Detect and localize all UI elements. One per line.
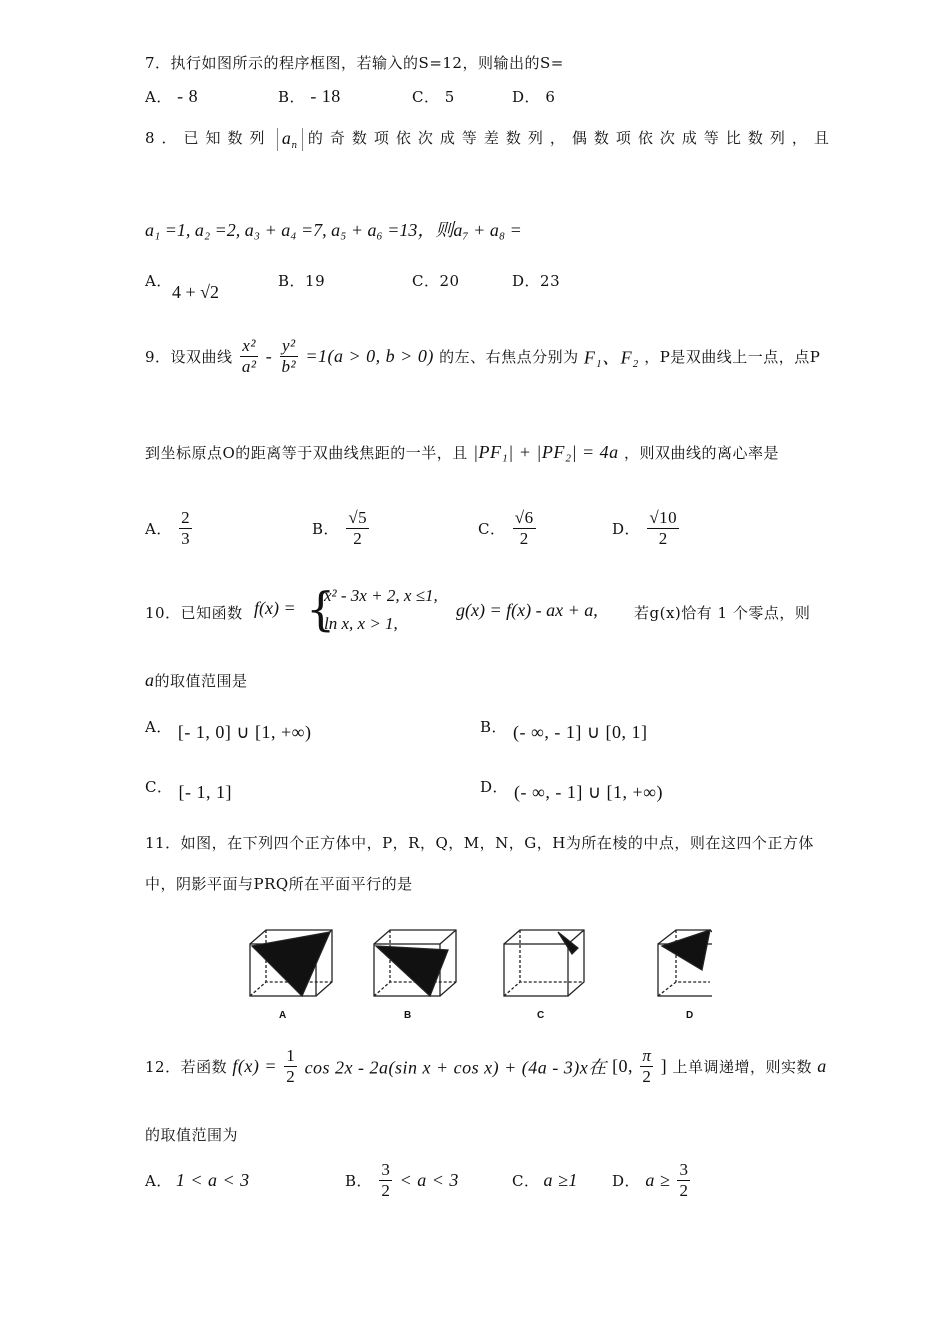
q10-option-d-label: D． xyxy=(480,778,509,796)
q8-seq-subscript: n xyxy=(291,140,298,151)
q9-option-d-label: D． xyxy=(612,520,641,538)
q10-option-b xyxy=(480,716,648,742)
q9-line2-a: 到坐标原点O的距离等于双曲线焦距的一半，且 xyxy=(145,444,468,462)
q12-interval-close: ] xyxy=(660,1056,668,1076)
q9-x-fraction: $\frac{\text{x²}}{\text{a²}}$ xyxy=(241,336,257,376)
q9-option-c-fraction: $\frac{√6}{2}$ xyxy=(514,508,534,548)
q12-option-b-value: < a < 3 xyxy=(399,1170,459,1190)
q12-line1 xyxy=(145,1046,827,1087)
q8-condition: a₁ =1, a₂ =2, a₃ + a₄ =7, a₅ + a₆ =13，则a₇ + a₈ = xyxy=(145,220,522,240)
q8-option-b-value: 19 xyxy=(305,272,326,290)
q8-option-d-label: D． xyxy=(512,272,541,290)
q10-stem-a: 10．已知函数 xyxy=(145,604,243,622)
q12-option-a xyxy=(145,1170,250,1191)
q8-stem xyxy=(145,127,836,151)
q12-option-d-fraction: $\frac{3}{2}$ xyxy=(679,1160,689,1200)
q9-option-a-label: A． xyxy=(145,520,172,538)
q10-option-a-value: [- 1, 0] ∪ [1, +∞) xyxy=(177,722,312,742)
q9-equation-rest: =1(a > 0, b > 0) xyxy=(305,346,434,366)
q11-caption-d: D xyxy=(686,1010,694,1021)
q11-cube-figures xyxy=(232,920,712,1024)
q12-line2: 的取值范围为 xyxy=(145,1126,239,1144)
q12-option-d-value: a ≥ xyxy=(645,1170,671,1190)
q10-case2: ln x, x > 1, xyxy=(324,614,398,633)
q10-option-c xyxy=(145,776,232,802)
q12-option-a-value: 1 < a < 3 xyxy=(175,1170,250,1190)
q9-line1: 9．设双曲线 $\frac{\text{x²}}{\text{a²}}$ - $\frac{\text{y²}}{\text{b²}}$ =1(a > 0, b > 0) 的左、右焦点分别为 F₁、F₂ ，P是双曲线上一点，点P xyxy=(145,336,821,376)
q8-option-c-value: 20 xyxy=(439,272,460,290)
q7-option-a-value: - 8 xyxy=(177,86,199,106)
q10-f-lhs: f(x) = xyxy=(254,598,296,618)
q12-f-rhs: cos 2x - 2a(sin x + cos x) + (4a - 3)x在 xyxy=(304,1057,607,1078)
q12-pi-fraction: $\frac{\pi}{2}$ xyxy=(642,1046,652,1086)
q10-piecewise-brace: { xyxy=(306,582,336,636)
q7-option-d-value: 6 xyxy=(545,88,556,106)
q8-option-a-label: A． xyxy=(145,272,172,290)
q7-option-d xyxy=(512,86,555,107)
q12-option-c-label: C． xyxy=(512,1172,540,1190)
q11-cube-d xyxy=(658,930,712,996)
q12-option-c xyxy=(512,1170,578,1191)
q12-interval-open: [0, xyxy=(612,1056,634,1076)
q7-option-b-value: - 18 xyxy=(310,86,341,106)
q12-option-b-label: B． xyxy=(345,1172,373,1190)
q8-stem-a: 8．已知数列 xyxy=(145,129,272,147)
q11-caption-b: B xyxy=(404,1010,412,1021)
q12-option-d-label: D． xyxy=(612,1172,641,1190)
q10-option-d xyxy=(480,776,663,802)
q10-line2-text: 的取值范围是 xyxy=(154,672,248,690)
q10-option-a-label: A． xyxy=(145,718,172,736)
q9-option-b-fraction: $\frac{√5}{2}$ xyxy=(348,508,368,548)
q8-option-b-label: B． xyxy=(278,272,306,290)
q12-option-b xyxy=(345,1160,459,1201)
q9-option-a xyxy=(145,508,194,549)
q9-option-b xyxy=(312,508,371,549)
q12-stem-a: 12．若函数 xyxy=(145,1058,228,1076)
q9-option-c xyxy=(478,508,538,549)
q9-stem-a: 9．设双曲线 xyxy=(145,348,233,366)
q7-option-b xyxy=(278,86,341,107)
q9-line2 xyxy=(145,442,779,463)
q7-option-c xyxy=(412,86,455,107)
q12-var: a xyxy=(817,1056,827,1076)
q11-cube-a xyxy=(250,930,332,996)
q12-option-c-value: a ≥1 xyxy=(543,1170,578,1190)
q8-stem-b: 的奇数项依次成等差数列，偶数项依次成等比数列，且 xyxy=(307,129,836,147)
q10-option-b-value: (- ∞, - 1] ∪ [0, 1] xyxy=(513,722,648,742)
q12-f-lhs: f(x) = xyxy=(232,1056,277,1076)
q10-line2 xyxy=(145,670,248,691)
q11-caption-a: A xyxy=(279,1010,287,1021)
q12-stem-b: 上单调递增，则实数 xyxy=(672,1058,812,1076)
q10-stem-b: 若g(x)恰有 1 个零点，则 xyxy=(634,604,811,622)
q11-line2: 中，阴影平面与PRQ所在平面平行的是 xyxy=(145,875,413,893)
q7-option-b-label: B． xyxy=(278,88,306,106)
q10-option-a xyxy=(145,716,312,742)
q9-y-fraction: $\frac{\text{y²}}{\text{b²}}$ xyxy=(281,336,297,376)
q8-option-d-value: 23 xyxy=(540,272,561,290)
q10-option-c-value: [- 1, 1] xyxy=(178,782,232,802)
q10-g-def: g(x) = f(x) - ax + a, xyxy=(456,600,598,620)
q7-option-a xyxy=(145,86,198,107)
q9-stem-b: 的左、右焦点分别为 xyxy=(439,348,579,366)
q10-line2-var: a xyxy=(145,670,155,690)
q9-option-d xyxy=(612,508,681,549)
q9-line2-b: ，则双曲线的离心率是 xyxy=(623,444,779,462)
q9-line2-equation: |PF₁| + |PF₂| = 4a xyxy=(473,442,619,462)
q8-option-c-label: C． xyxy=(412,272,440,290)
q7-option-d-label: D． xyxy=(512,88,541,106)
q11-cube-c xyxy=(504,930,584,996)
q8-option-d xyxy=(512,270,560,291)
q8-sequence xyxy=(277,128,303,151)
q9-option-c-label: C． xyxy=(478,520,506,538)
q11-caption-c: C xyxy=(537,1010,545,1021)
q10-option-b-label: B． xyxy=(480,718,508,736)
q8-option-c xyxy=(412,270,460,291)
q12-option-a-label: A． xyxy=(145,1172,172,1190)
q9-stem-c: ，P是双曲线上一点，点P xyxy=(644,348,821,366)
q8-seq-symbol: a xyxy=(281,127,292,148)
q9-option-a-fraction: $\frac{2}{3}$ xyxy=(181,508,191,548)
q7-option-a-label: A． xyxy=(145,88,172,106)
q10-case1: x² - 3x + 2, x ≤1, xyxy=(324,586,438,605)
q11-cube-b xyxy=(374,930,456,996)
q12-option-b-fraction: $\frac{3}{2}$ xyxy=(381,1160,391,1200)
q8-option-b xyxy=(278,270,325,291)
q9-option-b-label: B． xyxy=(312,520,340,538)
q10-option-c-label: C． xyxy=(145,778,173,796)
q7-option-c-value: 5 xyxy=(444,88,455,106)
q8-option-a-value: 4 + √2 xyxy=(172,282,220,302)
q7-stem: 7．执行如图所示的程序框图，若输入的S=12，则输出的S= xyxy=(145,54,564,72)
q11-line1: 11．如图，在下列四个正方体中，P，R，Q，M，N，G，H为所在棱的中点，则在这四个正方体 xyxy=(145,834,814,852)
q9-option-d-fraction: $\frac{√10}{2}$ xyxy=(649,508,678,548)
q9-foci: F₁、F₂ xyxy=(583,347,639,368)
q10-option-d-value: (- ∞, - 1] ∪ [1, +∞) xyxy=(514,782,663,802)
q12-option-d xyxy=(612,1160,692,1201)
q12-half-fraction: $\frac{1}{2}$ xyxy=(286,1046,296,1086)
q7-option-c-label: C． xyxy=(412,88,440,106)
